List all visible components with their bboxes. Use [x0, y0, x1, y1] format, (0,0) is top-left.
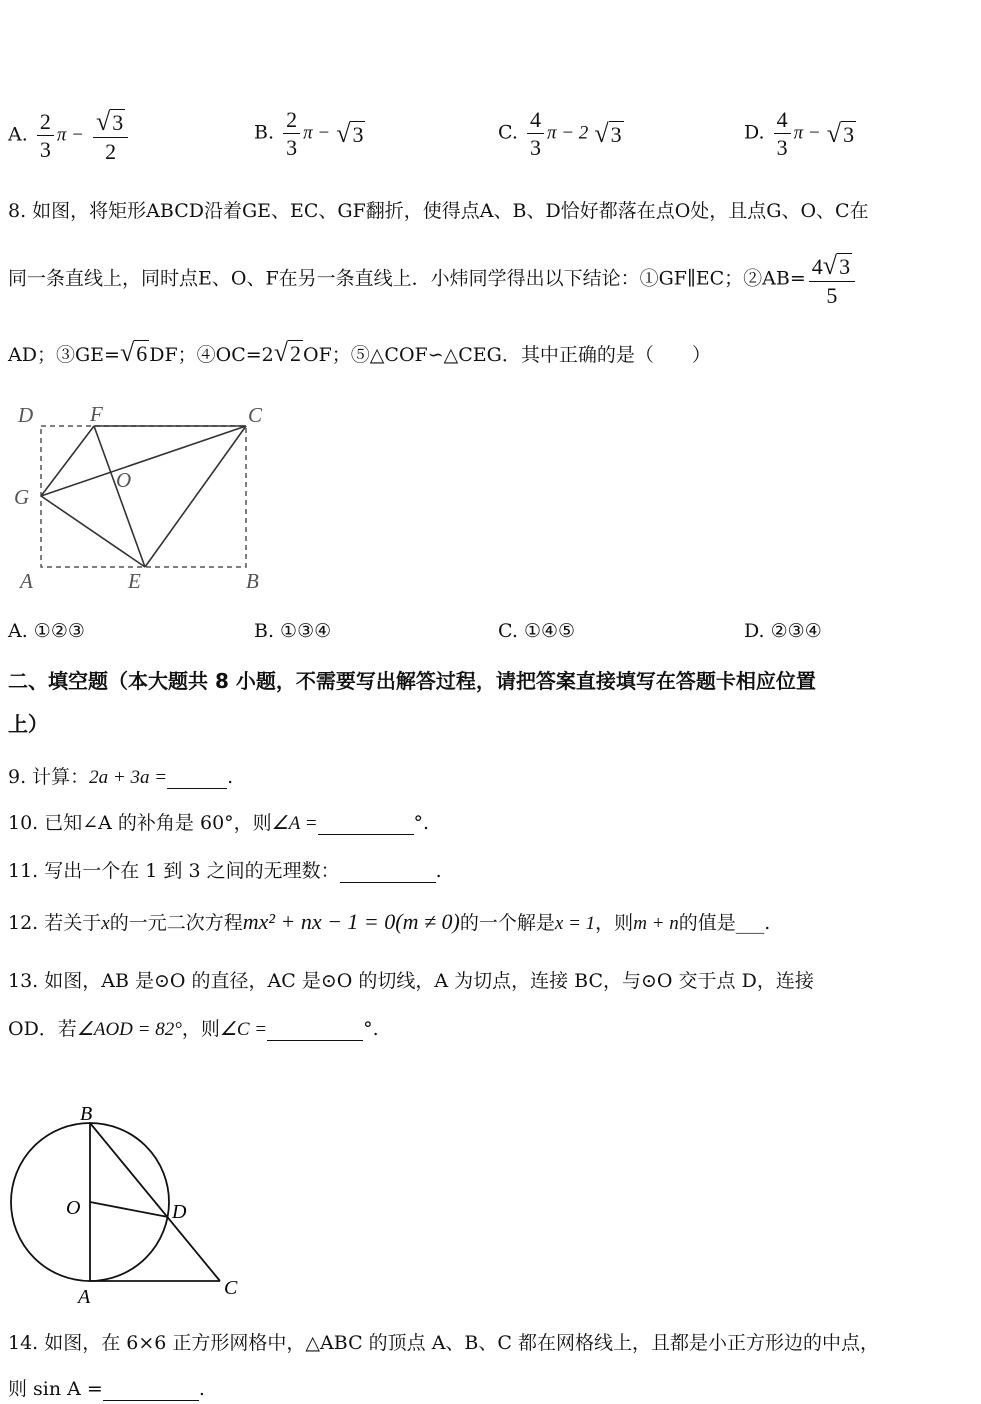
fraction: $\frac{√3}{2}$ [93, 108, 128, 163]
q11-suffix: . [435, 860, 442, 882]
answer-blank[interactable] [267, 1022, 363, 1041]
denominator: 5 [826, 283, 838, 309]
sqrt: √2 [273, 338, 302, 367]
q12-variable: x [101, 913, 110, 934]
radicand: 2 [290, 341, 302, 366]
q7-option-c [498, 108, 624, 159]
q10-expression: ∠A = [271, 813, 318, 834]
q8-line3 [8, 338, 711, 368]
radicand: 3 [843, 121, 855, 147]
fraction [37, 110, 54, 161]
radicand: 3 [839, 254, 851, 279]
q12-equation: mx² + nx − 1 = 0(m ≠ 0) [242, 909, 460, 934]
q12-solution: x = 1 [554, 913, 596, 934]
q10-prefix: 10. 已知∠A 的补角是 60°，则 [8, 812, 272, 834]
section-heading-line1: 二、填空题（本大题共 8 小题，不需要写出解答过程，请把答案直接填写在答题卡相应位置 [8, 669, 816, 693]
q10 [8, 808, 429, 835]
q9-expression: 2a + 3a = [89, 767, 168, 788]
pi-term: π − [303, 122, 331, 144]
q9-prefix: 9. 计算： [8, 766, 90, 788]
numerator: 4 [527, 108, 544, 134]
option-label: D. [744, 121, 765, 144]
q12-mid3: ，则 [595, 912, 634, 934]
fraction: $\frac{4√3}{5}$ [809, 252, 855, 307]
q8-option-c: C. ①④⑤ [498, 620, 576, 642]
q14-line2-part1: 则 sin A = [8, 1378, 103, 1400]
sqrt: √3 [826, 118, 855, 148]
label-G: G [14, 485, 30, 509]
denominator: 2 [105, 139, 117, 165]
q8-line2 [8, 252, 858, 307]
denominator: 3 [286, 135, 298, 161]
answer-blank[interactable] [318, 816, 414, 835]
denominator: 3 [776, 135, 788, 161]
section-heading-line2: 上） [8, 712, 48, 736]
q14-line2 [8, 1374, 205, 1401]
pi-term: π − 2 [546, 122, 589, 144]
label-D: D [172, 1201, 187, 1223]
radicand: 3 [112, 110, 124, 135]
pi-term: π − [793, 122, 821, 144]
numerator: 4 [774, 108, 791, 134]
q13-circle-diagram [4, 1098, 254, 1314]
q8-option-d: D. ②③④ [744, 620, 822, 642]
q8-option-b: B. ①③④ [254, 620, 332, 642]
q7-option-d [744, 108, 856, 159]
sqrt: √3 [594, 118, 622, 148]
q12-mid2: 的一个解是 [459, 912, 555, 934]
label-D: D [18, 403, 34, 427]
q8-line3-part2: DF；④OC=2 [149, 344, 274, 366]
fraction [283, 108, 300, 159]
q11 [8, 856, 442, 883]
q12-suffix: 的值是___. [678, 912, 771, 934]
radicand: 3 [352, 121, 364, 147]
q7-option-b [254, 108, 365, 159]
denominator: 3 [39, 137, 51, 163]
fraction [774, 108, 791, 159]
pi-term: π − [56, 124, 84, 146]
answer-blank[interactable] [340, 864, 436, 883]
option-label: C. [498, 121, 518, 144]
label-A: A [78, 1286, 91, 1308]
q8-line1: 8. 如图，将矩形ABCD沿着GE、EC、GF翻折，使得点A、B、D恰好都落在点O处，且点G、O、C在 [8, 200, 869, 222]
q12-mid: 的一元二次方程 [109, 912, 243, 934]
numerator: 2 [37, 110, 54, 136]
fraction [527, 108, 544, 159]
q9 [8, 762, 233, 789]
q12-expression: m + n [633, 913, 679, 934]
answer-blank[interactable] [103, 1382, 199, 1401]
q13-angle-aod: ∠AOD = 82° [76, 1019, 182, 1040]
q14-line1: 14. 如图，在 6×6 正方形网格中，△ABC 的顶点 A、B、C 都在网格线上，且都是小正方形边的中点， [8, 1332, 879, 1354]
q13-line2 [8, 1014, 379, 1041]
numerator: 2 [283, 108, 300, 134]
q12 [8, 908, 770, 935]
label-C: C [224, 1277, 238, 1299]
q13-line2-part2: ，则 [181, 1018, 220, 1040]
q8-line2-text: 同一条直线上，同时点E、O、F在另一条直线上．小炜同学得出以下结论：①GF∥EC；②AB= [8, 267, 806, 290]
q13-line1: 13. 如图，AB 是⊙O 的直径，AC 是⊙O 的切线，A 为切点，连接 BC，与⊙O 交于点 D，连接 [8, 970, 814, 992]
q10-suffix: °. [413, 812, 430, 834]
label-F: F [90, 402, 103, 426]
numerator: 4 [811, 254, 823, 279]
denominator: 3 [529, 135, 541, 161]
q8-line3-part1: AD；③GE= [8, 344, 120, 366]
q8-option-a: A. ①②③ [8, 620, 85, 642]
label-B: B [246, 569, 259, 593]
label-B: B [80, 1103, 93, 1125]
q13-angle-c: ∠C = [219, 1019, 268, 1040]
label-C: C [248, 403, 263, 427]
q13-suffix: °. [363, 1018, 379, 1040]
option-label: A. [8, 123, 28, 146]
label-O: O [66, 1197, 81, 1219]
option-label: B. [254, 121, 275, 144]
label-A: A [20, 569, 33, 593]
q9-suffix: . [227, 766, 234, 788]
sqrt: √3 [336, 118, 364, 148]
q12-prefix: 12. 若关于 [8, 912, 102, 934]
radicand: 3 [610, 121, 622, 147]
sqrt: √6 [119, 338, 148, 367]
q7-option-a [8, 108, 131, 163]
q14-suffix: . [198, 1378, 205, 1400]
answer-blank[interactable] [167, 770, 227, 789]
label-E: E [128, 569, 141, 593]
q11-text: 11. 写出一个在 1 到 3 之间的无理数： [8, 860, 340, 882]
q8-rectangle-diagram [8, 398, 278, 598]
label-O: O [116, 468, 132, 492]
q8-line3-part3: OF；⑤△COF∽△CEG．其中正确的是（ ） [303, 344, 711, 366]
radicand: 6 [136, 341, 148, 366]
q13-line2-part1: OD．若 [8, 1018, 77, 1040]
